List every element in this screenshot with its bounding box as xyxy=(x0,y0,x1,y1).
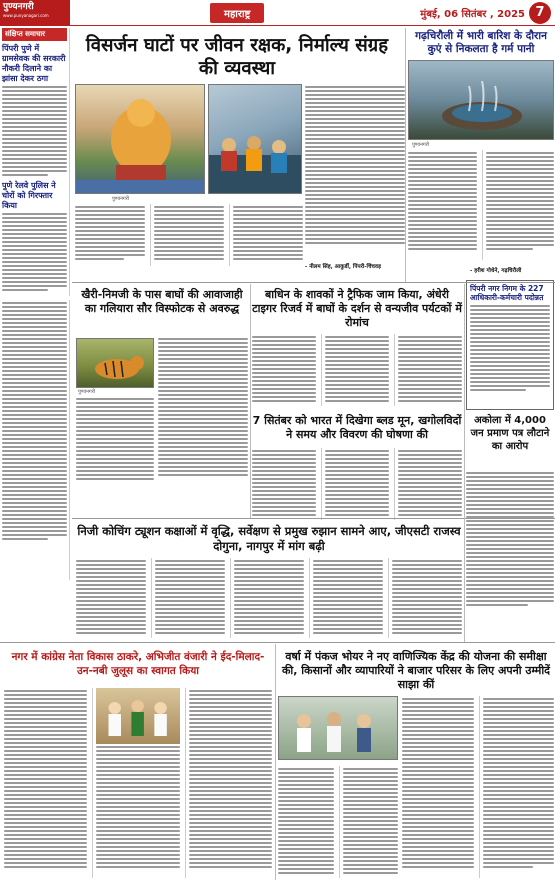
main-photo xyxy=(75,84,205,194)
procession-illustration xyxy=(96,688,179,744)
leopard-story-body xyxy=(158,336,248,486)
main-headline: विसर्जन घाटों पर जीवन रक्षक, निर्माल्य संग्रह की व्यवस्था xyxy=(85,35,389,79)
column-divider xyxy=(405,28,406,282)
congress-headline: नगर में कांग्रेस नेता विकास ठाकरे, अभिजीत वंजारी ने ईद-मिलाद-उन-नबी जुलूस का स्वागत किया xyxy=(11,651,265,677)
rain-market-headline: वर्षा में पंकज भोयर ने नए वाणिज्यिक केंद्र की योजना की समीक्षा की, किसानों और व्यापारियों ने बाजार परिसर के लिए अपनी उम्मीदें साझा कीं xyxy=(281,650,551,691)
blood-moon-headline: 7 सितंबर को भारत में दिखेगा ब्लड मून, खगोलविदों ने समय और विवरण की घोषणा की xyxy=(252,414,462,441)
main-story-body-lower xyxy=(75,204,303,266)
leopard-story-body-lower xyxy=(76,396,154,486)
congress-body xyxy=(4,688,272,878)
sidebar-body-text-2 xyxy=(2,213,67,291)
sidebar-body-text-1 xyxy=(2,86,67,176)
dateline: मुंबई, 06 सितंबर , 2025 xyxy=(420,9,525,20)
section-tab: महाराष्ट्र xyxy=(210,3,264,23)
market-meeting-photo xyxy=(278,696,398,760)
section-divider xyxy=(0,642,555,643)
blood-moon-body xyxy=(252,448,462,520)
right-headline: गढ़चिरौली में भारी बारिश के दौरान कुएं से निकलता है गर्म पानी xyxy=(415,30,547,55)
main-story-reporter: - नीलम सिंह, आकुर्डी, पिंपरी-चिंचवड़ xyxy=(305,264,381,270)
section-divider xyxy=(72,518,555,519)
pcmc-promotion-box xyxy=(466,280,554,410)
right-story-body xyxy=(408,150,554,260)
tiger-reserve-body xyxy=(252,334,462,406)
column-divider xyxy=(250,284,251,518)
column-divider xyxy=(275,644,276,880)
page-number: 7 xyxy=(529,2,551,24)
well-illustration xyxy=(409,61,554,140)
rain-market-body-lower xyxy=(278,766,398,878)
sidebar-heading-1: पिंपरी पुणे में ग्रामसेवक की सरकारी नौकरी दिलाने का झांसा देकर ठगा xyxy=(2,44,66,83)
right-photo-credit: पुण्यनगरी xyxy=(412,142,430,148)
ganesh-idol-illustration xyxy=(76,85,205,194)
congress-photo xyxy=(96,688,179,744)
right-story-reporter: - हरीश गोधेने, गढ़चिरौली xyxy=(470,268,522,274)
tiger-reserve-headline: बाधिन के शावकों ने ट्रैफिक जाम किया, अंधेरी टाइगर रिजर्व में बाघों के दर्शन से वन्यजीव पर्यटकों में रोमांच xyxy=(252,288,462,329)
coaching-headline: निजी कोचिंग ट्यूशन कक्षाओं में वृद्धि, सर्वेक्षण से प्रमुख रुझान सामने आए, जीएसटी राजस्व दोगुना, नागपुर में मांग बढ़ी xyxy=(77,524,461,553)
coaching-body xyxy=(76,558,462,638)
newspaper-logo xyxy=(0,0,70,26)
main-photo-credit: पुण्यनगरी xyxy=(112,196,130,202)
pcmc-promotion-headline: पिंपरी नगर निगम के 227 आधिकारी-कर्मचारी पदोन्नत xyxy=(470,284,544,302)
sidebar-continued xyxy=(0,300,70,580)
right-photo xyxy=(408,60,554,140)
masthead xyxy=(0,0,555,26)
akola-body xyxy=(466,470,554,610)
column-divider xyxy=(464,284,465,642)
tiger-photo-credit: पुण्यनगरी xyxy=(78,389,96,395)
brief-news-sidebar xyxy=(0,28,70,296)
riverbank-crowd-illustration xyxy=(209,85,302,194)
akola-headline: अकोला में 4,000 जन प्रमाण पत्र लौटाने का आरोप xyxy=(470,415,550,452)
sidebar-heading-2: पुणे रेलवे पुलिस ने चोरों को गिरफ्तार किया xyxy=(2,181,56,210)
tiger-photo xyxy=(76,338,154,388)
section-divider xyxy=(72,282,555,283)
rain-market-body xyxy=(402,696,554,878)
logo-text: पुण्यनगरी xyxy=(3,1,34,12)
tiger-illustration xyxy=(77,339,154,388)
main-story-body xyxy=(305,84,405,259)
leopard-story-headline: खैरी-निमजी के पास बाघों की आवाजाही का गलियारा सौर विस्फोटक से अवरुद्ध xyxy=(81,288,243,315)
meeting-illustration xyxy=(279,697,398,760)
logo-url: www.punyanagari.com xyxy=(3,12,49,18)
sidebar-label: संक्षिप्त समाचार xyxy=(2,28,67,41)
main-photo-2 xyxy=(208,84,302,194)
